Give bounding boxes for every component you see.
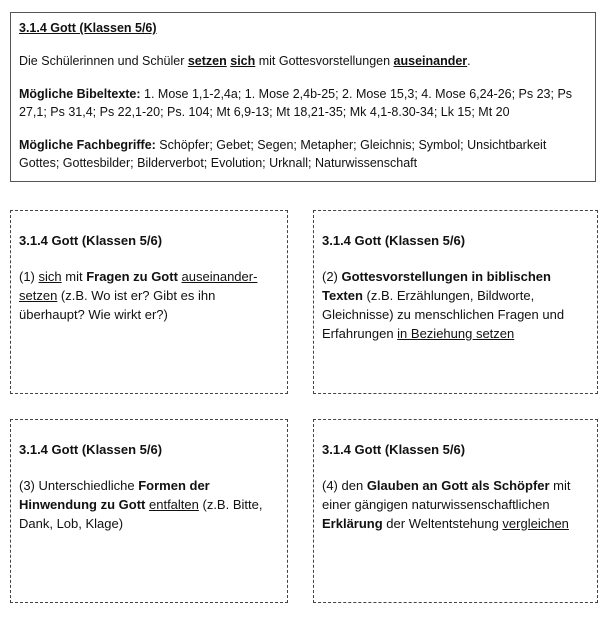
competence-card-4 bbox=[313, 419, 598, 603]
technical-terms-label: Mögliche Fachbegriffe: bbox=[19, 138, 156, 152]
competence-card-1 bbox=[10, 210, 288, 394]
card-text: (4) den Glauben an Gott als Schöpfer mit einer gängigen naturwissenschaftlichen Erklärung der Weltentstehung vergleichen bbox=[322, 478, 571, 531]
overview-title: 3.1.4 Gott (Klassen 5/6) bbox=[19, 21, 157, 35]
goal-verb-setzen: setzen bbox=[187, 54, 227, 68]
card-text: (2) Gottesvorstellungen in biblischen Texten (z.B. Erzählungen, Bildworte, Gleichnisse) zu menschlichen Fragen und Erfahrungen in Beziehung setzen bbox=[322, 269, 565, 341]
competence-card-3 bbox=[10, 419, 288, 603]
competence-card-2 bbox=[313, 210, 598, 394]
card-text: (1) sich mit Fragen zu Gott auseinander-setzen (z.B. Wo ist er? Gibt es ihn überhaupt? Wie wirkt er?) bbox=[19, 269, 258, 322]
card-text: (3) Unterschiedliche Formen der Hinwendung zu Gott entfalten (z.B. Bitte, Dank, Lob, Klage) bbox=[19, 478, 263, 531]
card-title: 3.1.4 Gott (Klassen 5/6) bbox=[19, 442, 163, 457]
overview-box bbox=[10, 12, 596, 182]
technical-terms-list: Schöpfer; Gebet; Segen; Metapher; Gleichnis; Symbol; Unsichtbarkeit Gottes; Gottesbilder; Bilderverbot; Evolution; Urknall; Naturwissenschaft bbox=[19, 138, 547, 170]
goal-verb-auseinander: auseinander bbox=[393, 54, 468, 68]
bible-texts-list: 1. Mose 1,1-2,4a; 1. Mose 2,4b-25; 2. Mose 15,3; 4. Mose 6,24-26; Ps 23; Ps 27,1; Ps 31,4; Ps 22,1-20; Ps. 104; Mt 6,9-13; Mt 18,21-35; Mk 4,1-8.30-34; Lk 15; Mt 20 bbox=[19, 87, 573, 119]
goal-verb-sich: sich bbox=[230, 54, 256, 68]
goal-statement: Die Schülerinnen und Schüler setzen sich mit Gottesvorstellungen auseinander. bbox=[19, 54, 471, 68]
card-title: 3.1.4 Gott (Klassen 5/6) bbox=[19, 233, 163, 248]
technical-terms bbox=[19, 136, 587, 172]
bible-texts bbox=[19, 85, 587, 121]
card-title: 3.1.4 Gott (Klassen 5/6) bbox=[322, 233, 466, 248]
bible-texts-label: Mögliche Bibeltexte: bbox=[19, 87, 141, 101]
card-title: 3.1.4 Gott (Klassen 5/6) bbox=[322, 442, 466, 457]
